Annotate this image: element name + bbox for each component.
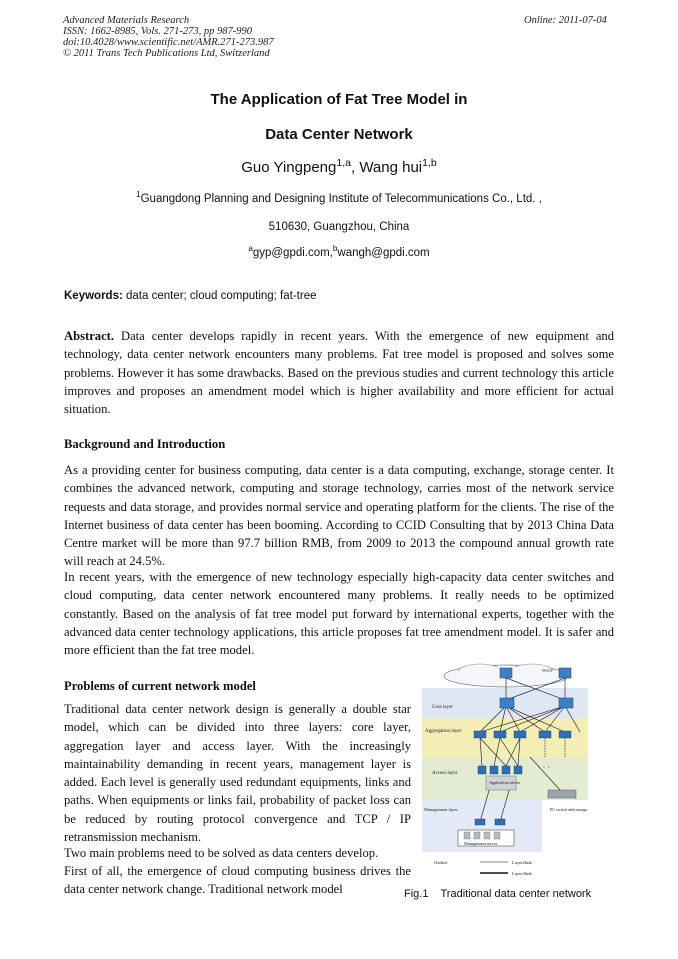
pc-switch-label: PC switch and storage	[550, 807, 588, 812]
abstract-label: Abstract.	[64, 329, 115, 343]
keywords	[64, 290, 317, 302]
author-2-sup: 1,b	[422, 157, 437, 169]
legend-layer2-label: Layer2link	[512, 860, 532, 865]
network-diagram	[420, 662, 592, 882]
section-heading-problems: Problems of current network model	[64, 679, 256, 693]
journal-copyright: © 2011 Trans Tech Publications Ltd, Switzerland	[63, 48, 270, 59]
abstract	[64, 327, 614, 418]
email-sup-b: b	[332, 244, 338, 254]
abstract-text: Data center develops rapidly in recent years. With the emergence of new equipment and technology, data center network encounters many problems. Fat tree model is proposed and solves some problems. However it has some drawbacks. Based on the previous studies and current technology this article improves and proposes an amendment model which is higher availability and more efficient for actual situation.	[64, 329, 614, 417]
journal-name: Advanced Materials Research	[63, 15, 190, 26]
journal-doi: doi:10.4028/www.scientific.net/AMR.271-273.987	[63, 37, 274, 48]
network-figure	[420, 662, 592, 882]
keywords-label: Keywords:	[64, 290, 123, 302]
management-layer-label: Management layer	[424, 807, 458, 812]
legend-outline-label: Outline	[434, 860, 448, 865]
author-sep: ,	[350, 159, 360, 176]
paper-title-line2: Data Center Network	[265, 126, 413, 143]
paper-title-line1: The Application of Fat Tree Model in	[210, 91, 468, 108]
core-router-left-icon	[500, 698, 514, 708]
journal-issn: ISSN: 1662-8985, Vols. 271-273, pp 987-990	[63, 26, 252, 37]
wan-router-right-icon	[559, 668, 571, 678]
affiliation-text: Guangdong Planning and Designing Institute of Telecommunications Co., Ltd. ,	[140, 193, 542, 205]
author-line	[0, 159, 678, 176]
journal-header	[63, 15, 274, 59]
keywords-text: data center; cloud computing; fat-tree	[122, 290, 317, 302]
ellipsis-dots: · · ·	[538, 763, 550, 772]
email-a: gyp@gpdi.com,	[252, 247, 333, 259]
online-date: Online: 2011-07-04	[524, 15, 607, 26]
email-b: wangh@gpdi.com	[337, 247, 430, 259]
author-2: Wang hui	[359, 159, 423, 176]
email-sup-a: a	[248, 244, 253, 254]
affiliation-line2: 510630, Guangzhou, China	[268, 221, 410, 233]
aggregation-layer-label: Aggregation layer	[425, 729, 462, 734]
email-line	[0, 244, 678, 259]
core-router-right-icon	[559, 698, 573, 708]
storage-icon	[548, 790, 576, 798]
problems-paragraph-2: Two main problems need to be solved as data centers develop.	[64, 846, 379, 860]
section-heading-background: Background and Introduction	[64, 437, 226, 451]
wan-router-left-icon	[500, 668, 512, 678]
affiliation-sup: 1	[136, 190, 141, 200]
problems-paragraph-3: First of all, the emergence of cloud computing business drives the data center network change. Traditional network model	[64, 864, 411, 897]
wan-label: WAN	[542, 668, 553, 673]
application-server-label: Application server	[489, 780, 521, 785]
author-1-sup: 1,a	[336, 157, 351, 169]
core-layer-label: Core layer	[432, 705, 453, 710]
affiliation-line1	[0, 190, 678, 205]
management-server-label: Management server	[464, 841, 498, 846]
figure-caption: Fig.1 Traditional data center network	[404, 888, 592, 900]
author-1: Guo Yingpeng	[241, 159, 337, 176]
access-layer-label: Access layer	[432, 771, 458, 776]
background-paragraph-2: In recent years, with the emergence of new technology especially high-capacity data center switches and cloud computing, data center network encountered many problems. It really needs to be optimized constantly. Based on the analysis of fat tree model put forward by international experts, together with the advanced data center technology applications, this article proposes fat tree amendment model. It is safer and more efficient than the fat tree model.	[64, 570, 614, 658]
problems-paragraph-1: Traditional data center network design is generally a double star model, which can be divided into three layers: core layer, aggregation layer and access layer. With the increasingly maintainability demanding in recent years, management layer is added. Each level is generally used redundant equipments, links and paths. When equipments or links fail, probability of packet loss can be reduced by routing protocol convergence and TCP / IP retransmission mechanism.	[64, 702, 411, 845]
legend-layer3-label: Layer3link	[512, 871, 532, 876]
background-paragraph-1: As a providing center for business computing, data center is a data computing, exchange, storage center. It combines the advanced network, computing and storage technology, carries most of the network service requests and data storage, and provides normal service and operating platform for the clients. The rise of the Internet business of data center has been booming. According to CCID Consulting that by 2013 China Data Centre market will be more than 97.7 billion RMB, from 2009 to 2013 the compound annual growth rate will reach at 24.5%.	[64, 463, 614, 569]
